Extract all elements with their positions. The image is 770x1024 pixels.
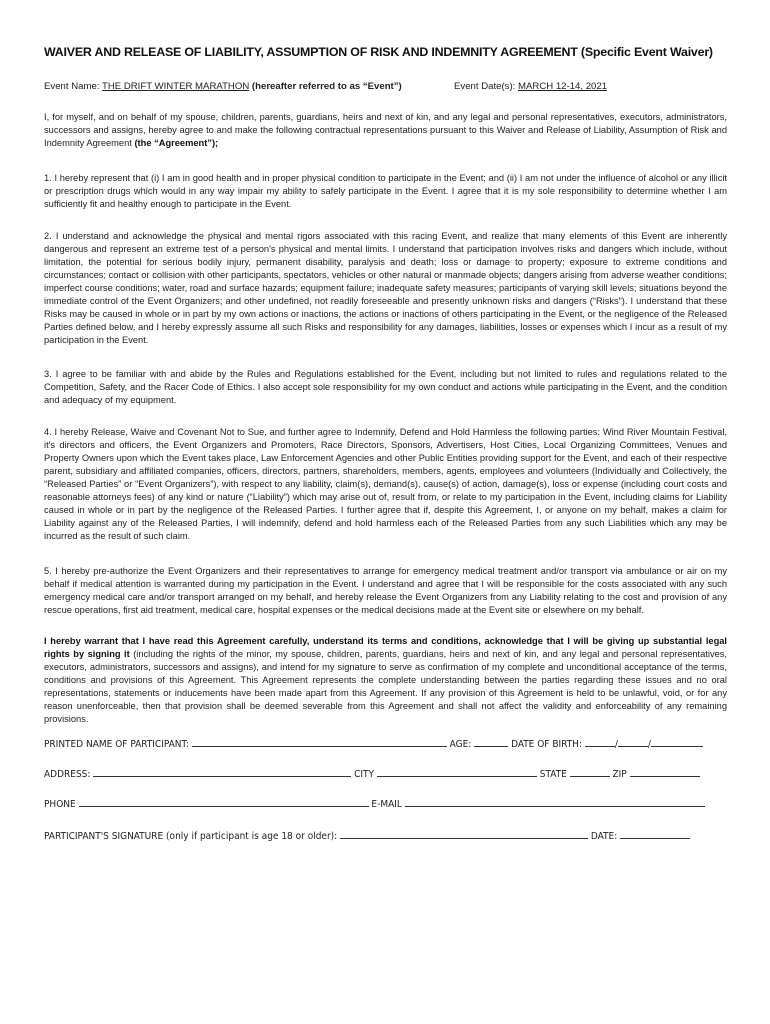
acknowledgement-paragraph xyxy=(44,635,727,726)
dob-year-field[interactable] xyxy=(651,736,703,747)
city-label: CITY xyxy=(354,769,375,780)
clause-4: 4. I hereby Release, Waive and Covenant Not to Sue, and further agree to Indemnify, Defend and Hold Harmless the following parties: Wind River Mountain Festival, it's directors and officers, the Event Organizers and Promoters, Race Directors, Sponsors, Advertisers, Host Cities, Local Organizing Committees, Venues and Property Owners upon which the Event takes place, Law Enforcement Agencies and other Public Entities providing support for the Event, and each of their respective parent, subsidiary and affiliated companies, officers, directors, partners, shareholders, members, agents, employees and volunteers (Individually and Collectively, the “Released Parties” or “Event Organizers”), with respect to any liability, claim(s), demand(s), cause(s) of action, damage(s), loss or expense (including court costs and reasonable attorneys fees) of any kind or nature (“Liability”) which may arise out of, result from, or relate to my participation in the Event, including claims for Liability caused in whole or in part by the negligence of the Released Parties. I further agree that if, despite this Agreement, I, or anyone on my behalf, makes a claim for Liability against any of the Released Parties, I will indemnify, defend and hold harmless each of the Released Parties from any such Liabilities which any may be incurred as the result of such claim. xyxy=(44,427,727,541)
address-field[interactable] xyxy=(93,766,351,777)
intro-text: I, for myself, and on behalf of my spouse, children, parents, guardians, heirs and next of kin, and any legal and personal representatives, executors, administrators, successors and assigns, hereby agree to and make the following contractual representations pursuant to this Waiver and Release of Liability, Assumption of Risk and Indemnity Agreement xyxy=(44,112,727,148)
signature-row xyxy=(44,828,734,842)
dob-month-field[interactable] xyxy=(585,736,615,747)
event-dates-label: Event Date(s): xyxy=(454,81,516,92)
address-row xyxy=(44,766,734,780)
zip-label: ZIP xyxy=(612,769,627,780)
dob-label: DATE OF BIRTH: xyxy=(511,739,582,750)
printed-name-field[interactable] xyxy=(192,736,447,747)
dob-separator: / xyxy=(647,739,651,750)
acknowledgement-bold: I hereby warrant that I have read this Agreement carefully, understand its terms and conditions, acknowledge that I will be giving up substantial legal rights by signing it xyxy=(44,636,727,659)
event-name-note: (hereafter referred to as “Event”) xyxy=(251,81,402,92)
state-label: STATE xyxy=(539,769,567,780)
date-label: DATE: xyxy=(590,831,618,842)
intro-bold-text: (the “Agreement”); xyxy=(134,138,219,148)
clause-3: 3. I agree to be familiar with and abide by the Rules and Regulations established for the Event, including but not limited to rules and regulations related to the Competition, Safety, and the Racer Code of Ethics. I also accept sole responsibility for my own conduct and actions while participating in the Event, and the condition and adequacy of my equipment. xyxy=(44,369,727,405)
signature-date-field[interactable] xyxy=(620,828,690,839)
zip-field[interactable] xyxy=(630,766,700,777)
document-title: WAIVER AND RELEASE OF LIABILITY, ASSUMPTION OF RISK AND INDEMNITY AGREEMENT (Specific Event Waiver) xyxy=(44,45,713,59)
phone-field[interactable] xyxy=(79,796,369,807)
event-name-label: Event Name: xyxy=(44,81,100,92)
event-info-row xyxy=(44,81,734,92)
name-age-dob-row xyxy=(44,736,734,750)
dob-separator: / xyxy=(614,739,618,750)
event-dates-value: MARCH 12-14, 2021 xyxy=(518,81,608,92)
dob-day-field[interactable] xyxy=(618,736,648,747)
intro-paragraph xyxy=(44,111,727,150)
state-field[interactable] xyxy=(570,766,610,777)
event-dates xyxy=(454,81,607,92)
printed-name-label: PRINTED NAME OF PARTICIPANT: xyxy=(44,739,189,750)
address-label: ADDRESS: xyxy=(44,769,91,780)
acknowledgement-text: (including the rights of the minor, my spouse, children, parents, guardians, heirs and next of kin, and any legal and personal representatives, executors, administrators, successors and assigns), and intend for my signature to serve as confirmation of my complete and unconditional acceptance of the terms, conditions and provisions of this Agreement. This Agreement represents the complete understanding between the parties regarding these issues and no oral representations, statements or inducements have been made apart from this Agreement. If any provision of this Agreement is held to be unlawful, void, or for any reason unenforceable, then that provision shall be deemed severable from this Agreement and shall not affect the validity and enforceability of any remaining provisions. xyxy=(44,649,728,724)
clause-2: 2. I understand and acknowledge the physical and mental rigors associated with this racing Event, and realize that many elements of this Event are inherently dangerous and represent an extreme test of a person's physical and mental limits. I understand that participation involves risks and dangers which include, without limitation, the potential for serious bodily injury, permanent disability, paralysis and death; loss or damage to property; exposure to extreme conditions and circumstances; contact or collision with other participants, spectators, vehicles or other natural or manmade objects; dangers arising from adverse weather conditions; imperfect course conditions; water, road and surface hazards; equipment failure; inadequate safety measures; participants of varying skill levels; situations beyond the immediate control of the Event Organizers; and other undefined, not readily foreseeable and presently unknown risks and dangers (“Risks”). I understand that these Risks may be caused in whole or in part by my own actions or inactions, the actions or inactions of others participating in the Event, or the negligence of the Released Parties defined below, and I hereby expressly assume all such Risks and responsibility for any damages, liabilities, losses or expenses which I incur as a result of my participation in the Event. xyxy=(44,231,727,345)
clause-5: 5. I hereby pre-authorize the Event Organizers and their representatives to arrange for emergency medical treatment and/or transport via ambulance or air on my behalf if medical attention is warranted during my participation in the Event. I understand and agree that I will be responsible for the costs associated with any such emergency medical care and/or transport arranged on my behalf, and hereby release the Event Organizers from any Liability relating to the cost and provision of any rescue operations, first aid treatment, medical care, hospital expenses or the medical decisions made at the Event site or elsewhere on my behalf. xyxy=(44,566,727,615)
city-field[interactable] xyxy=(377,766,537,777)
email-field[interactable] xyxy=(405,796,705,807)
contact-row xyxy=(44,796,734,810)
age-label: AGE: xyxy=(449,739,472,750)
phone-label: PHONE xyxy=(44,799,76,810)
signature-field[interactable] xyxy=(340,828,588,839)
email-label: E-MAIL xyxy=(371,799,402,810)
event-name-value: THE DRIFT WINTER MARATHON xyxy=(101,81,250,92)
signature-label: PARTICIPANT'S SIGNATURE (only if participant is age 18 or older): xyxy=(44,831,338,842)
age-field[interactable] xyxy=(474,736,508,747)
clause-1: 1. I hereby represent that (i) I am in good health and in proper physical condition to participate in the Event; and (ii) I am not under the influence of alcohol or any illicit or prescription drugs which would in any way impair my ability to safely participate in the Event. I agree that it is my sole responsibility to determine whether I am sufficiently fit and healthy enough to participate in the Event. xyxy=(44,173,727,209)
